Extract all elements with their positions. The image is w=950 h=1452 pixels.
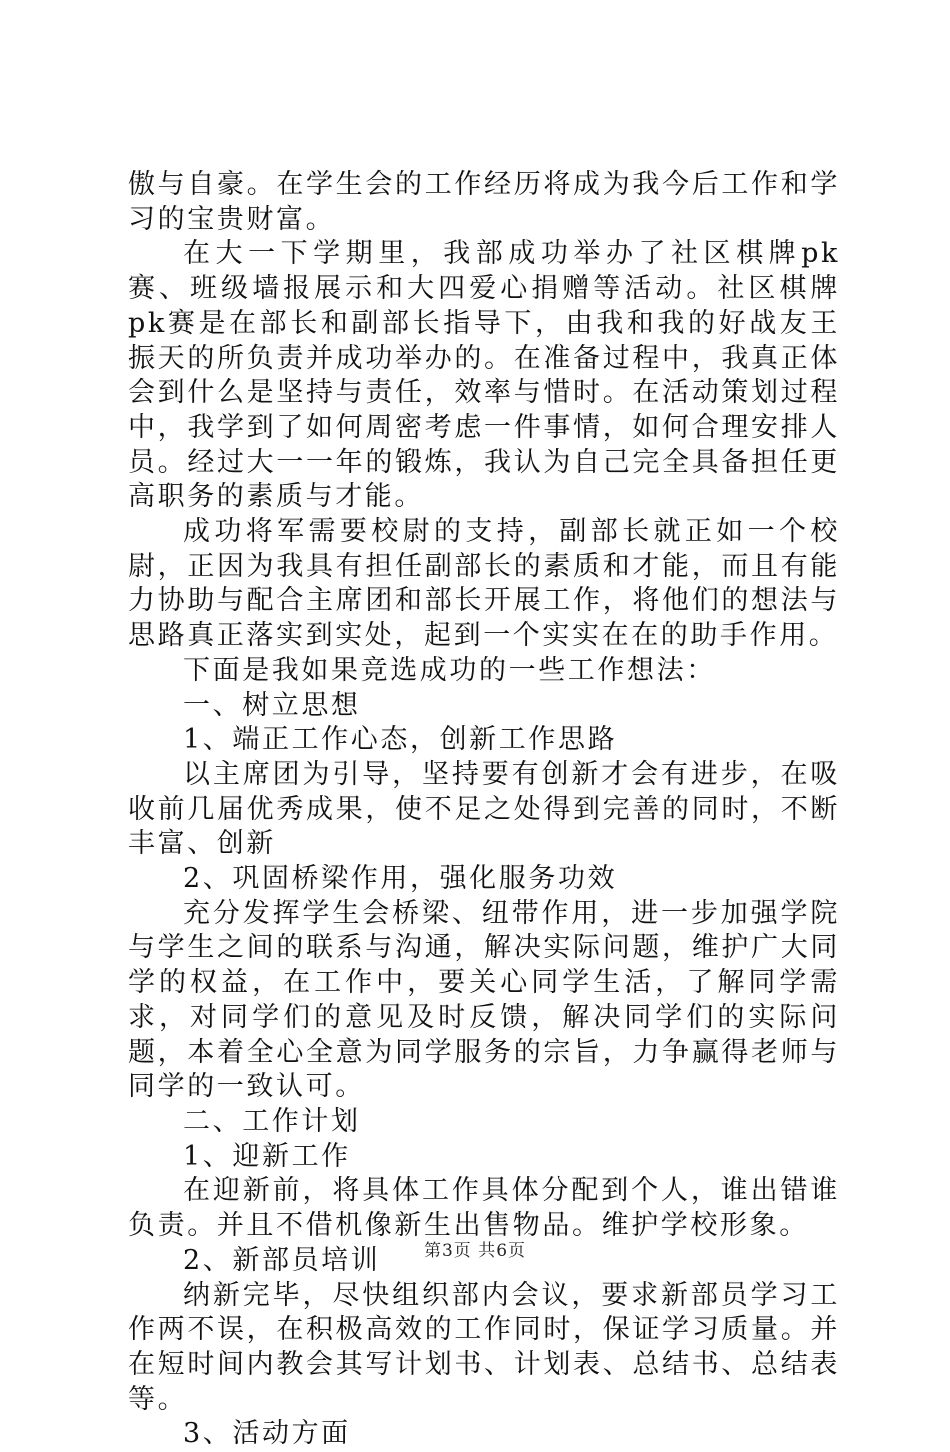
paragraph-item-2: 充分发挥学生会桥梁、纽带作用，进一步加强学院与学生之间的联系与沟通，解决实际问题，维护广大同学的权益，在工作中，要关心同学生活，了解同学需求，对同学们的意见及时反馈，解决同学们的实际问题，本着全心全意为同学服务的宗旨，力争赢得老师与同学的一致认可。 xyxy=(128,897,840,1103)
paragraph-qualification: 成功将军需要校尉的支持，副部长就正如一个校尉，正因为我具有担任副部长的素质和才能，而且有能力协助与配合主席团和部长开展工作，将他们的想法与思路真正落实到实处，起到一个实实在在的助手作用。 xyxy=(128,516,840,652)
heading-item-2: 2、巩固桥梁作用，强化服务功效 xyxy=(183,863,618,895)
paragraph-plan-2: 纳新完毕，尽快组织部内会议，要求新部员学习工作两不误，在积极高效的工作同时，保证学习质量。并在短时间内教会其写计划书、计划表、总结书、总结表等。 xyxy=(128,1279,840,1415)
heading-section-two: 二、工作计划 xyxy=(183,1105,361,1137)
paragraph-activities: 在大一下学期里，我部成功举办了社区棋牌pk赛、班级墙报展示和大四爱心捐赠等活动。社区棋牌pk赛是在部长和副部长指导下，由我和我的好战友王振天的所负责并成功举办的。在准备过程中，我真正体会到什么是坚持与责任，效率与惜时。在活动策划过程中，我学到了如何周密考虑一件事情，如何合理安排人员。经过大一一年的锻炼，我认为自己完全具备担任更高职务的素质与才能。 xyxy=(128,238,840,513)
heading-section-one: 一、树立思想 xyxy=(183,689,361,721)
page-number: 第3页 共6页 xyxy=(423,1241,527,1261)
paragraph-item-1: 以主席团为引导，坚持要有创新才会有进步，在吸收前几届优秀成果，使不足之处得到完善的同时，不断丰富、创新 xyxy=(128,758,840,860)
heading-plan-1: 1、迎新工作 xyxy=(183,1140,351,1172)
heading-plan-3: 3、活动方面 xyxy=(183,1418,351,1450)
heading-item-1: 1、端正工作心态，创新工作思路 xyxy=(183,724,618,756)
heading-plan-2: 2、新部员培训 xyxy=(183,1244,381,1276)
paragraph-plan-1: 在迎新前，将具体工作具体分配到个人，谁出错谁负责。并且不借机像新生出售物品。维护学校形象。 xyxy=(128,1175,840,1242)
paragraph-continuation: 傲与自豪。在学生会的工作经历将成为我今后工作和学习的宝贵财富。 xyxy=(128,169,840,235)
paragraph-intro-ideas: 下面是我如果竞选成功的一些工作想法： xyxy=(183,654,716,686)
